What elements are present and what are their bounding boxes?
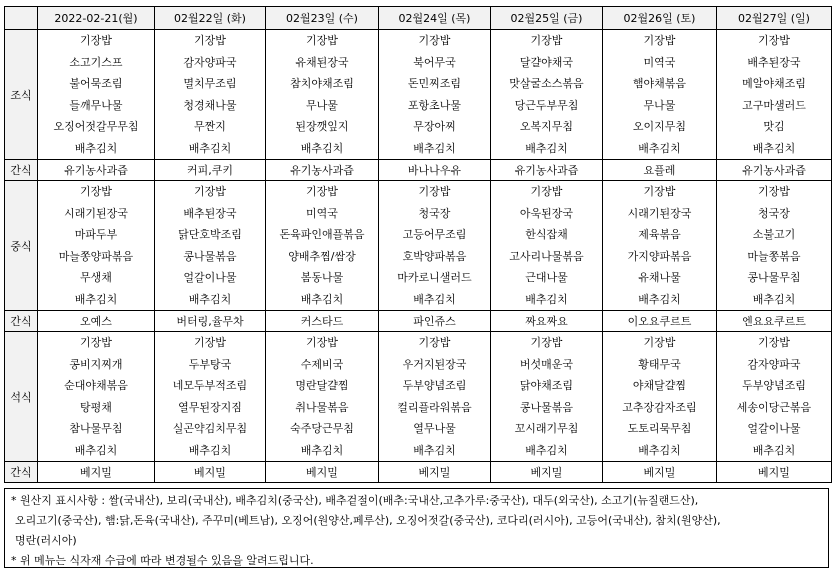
snack-cell: 엔요요쿠르트: [717, 311, 832, 332]
weekly-menu: [4, 6, 831, 568]
menu-item: 미역국: [643, 55, 676, 69]
menu-item: 열무된장지짐: [178, 400, 242, 414]
menu-item: 소불고기: [752, 228, 796, 241]
menu-item: 기장밥: [306, 34, 338, 47]
menu-item: 포항초나물: [407, 98, 462, 112]
menu-item: 배추김치: [188, 292, 232, 306]
menu-item: 무나물: [306, 98, 338, 112]
menu-item: 북어무국: [413, 55, 456, 69]
menu-item: 배추김치: [752, 292, 796, 306]
menu-item: 기장밥: [306, 185, 338, 198]
date-header-row: [5, 7, 832, 30]
menu-item: 실곤약김치무침: [172, 422, 248, 435]
menu-cell: [717, 181, 832, 311]
menu-item: 양배추찜/쌈장: [288, 249, 356, 263]
menu-item: 참치야채조림: [290, 77, 354, 90]
menu-cell: [266, 181, 379, 311]
menu-item: 배추김치: [413, 141, 456, 155]
menu-item: 배추김치: [525, 292, 568, 306]
menu-item: 맛김: [763, 120, 785, 133]
menu-item: 오복지무침: [519, 120, 574, 133]
menu-item: 가지양파볶음: [627, 249, 692, 263]
note-origin-line-1: * 원산지 표시사항 : 쌀(국내산), 보리(국내산), 배추김치(중국산), 배추겉절이(배추:국내산,고추가루:중국산), 대두(외국산), 소고기(뉴질랜드산),: [11, 494, 699, 507]
menu-item: 기장밥: [418, 34, 451, 47]
menu-item: 콩비지찌개: [69, 357, 123, 371]
menu-item: 돈육파인애플볶음: [279, 228, 365, 241]
menu-item: 된장깻잎지: [295, 120, 349, 133]
menu-table: [4, 6, 832, 483]
menu-item: 돈민찌조림: [407, 77, 462, 90]
snack-cell: 유기농사과즙: [266, 160, 379, 181]
snack-cell: 유기농사과즙: [717, 160, 832, 181]
menu-cell: [38, 181, 155, 311]
menu-item: 아욱된장국: [519, 206, 574, 220]
menu-item: 한식잡채: [525, 228, 568, 241]
menu-item: 배추김치: [74, 141, 118, 155]
menu-item: 기장밥: [643, 34, 676, 47]
snack-cell: 이오요쿠르트: [603, 311, 717, 332]
note-origin-line-3: 명란(러시아): [15, 534, 77, 547]
date-header-4: 02월25일 (금): [491, 7, 603, 30]
menu-item: 봄동나물: [300, 271, 344, 284]
menu-item: 얼갈이나물: [747, 422, 801, 435]
menu-item: 시래기된장국: [627, 206, 692, 220]
menu-item: 햄야채볶음: [632, 77, 687, 90]
snack-cell: 베지밀: [379, 462, 491, 483]
menu-item: 두부양념조림: [402, 379, 467, 392]
menu-item: 기장밥: [643, 185, 676, 198]
menu-item: 메알야채조림: [742, 77, 806, 90]
snack-cell: 오예스: [38, 311, 155, 332]
menu-item: 배추김치: [752, 443, 796, 457]
menu-item: 호박양파볶음: [402, 249, 467, 263]
snack-cell: 베지밀: [491, 462, 603, 483]
menu-item: 기장밥: [758, 34, 790, 47]
menu-item: 기장밥: [758, 336, 790, 349]
menu-cell: [491, 332, 603, 462]
snack-cell: 바나나우유: [379, 160, 491, 181]
menu-item: 배추김치: [638, 443, 681, 457]
menu-item: 기장밥: [418, 336, 451, 349]
menu-item: 배추된장국: [747, 55, 801, 69]
menu-item: 제육볶음: [638, 228, 681, 241]
menu-item: 배추김치: [638, 292, 681, 306]
menu-item: 마파두부: [74, 228, 118, 241]
menu-item: 순대야채볶음: [64, 379, 128, 392]
menu-cell: [603, 30, 717, 160]
meal-label: 간식: [5, 462, 38, 483]
menu-item: 무짠지: [194, 120, 226, 133]
menu-cell: [603, 181, 717, 311]
menu-cell: [379, 30, 491, 160]
menu-item: 탕평채: [80, 400, 112, 414]
menu-item: 컬리플라워볶음: [397, 400, 472, 414]
snack-cell: 요플레: [603, 160, 717, 181]
menu-item: 마늘쫑양파볶음: [58, 249, 134, 263]
menu-item: 오징어젓갈무무침: [53, 120, 139, 133]
menu-item: 기장밥: [80, 185, 112, 198]
menu-item: 당근두부무침: [514, 98, 579, 112]
menu-item: 세송이당근볶음: [736, 400, 812, 414]
menu-item: 배추김치: [74, 292, 118, 306]
menu-item: 배추된장국: [183, 206, 237, 220]
meal-label: 간식: [5, 311, 38, 332]
menu-item: 감자양파국: [183, 55, 237, 69]
menu-item: 배추김치: [525, 443, 568, 457]
menu-item: 꼬시래기무침: [514, 422, 579, 435]
menu-item: 기장밥: [80, 336, 112, 349]
menu-item: 유채나물: [638, 271, 681, 284]
header-corner: [5, 7, 38, 30]
menu-cell: [38, 30, 155, 160]
snack-cell: 짜요짜요: [491, 311, 603, 332]
menu-item: 두부탕국: [188, 357, 232, 371]
menu-item: 배추김치: [188, 141, 232, 155]
menu-item: 배추김치: [525, 141, 568, 155]
menu-item: 기장밥: [194, 336, 226, 349]
menu-item: 기장밥: [80, 34, 112, 47]
menu-item: 달걀야채국: [519, 55, 574, 69]
menu-item: 배추김치: [413, 443, 456, 457]
menu-item: 열무나물: [413, 422, 456, 435]
meal-row: [5, 332, 832, 462]
menu-item: 야채달걀찜: [632, 379, 687, 392]
menu-item: 무생채: [80, 271, 112, 284]
snack-cell: 베지밀: [717, 462, 832, 483]
menu-cell: [266, 30, 379, 160]
menu-item: 감자양파국: [747, 357, 801, 371]
menu-item: 청경채나물: [183, 98, 237, 112]
meal-label: 중식: [5, 181, 38, 311]
menu-item: 근대나물: [525, 271, 568, 284]
snack-row: [5, 160, 832, 181]
snack-cell: 버터링,율무차: [155, 311, 266, 332]
menu-item: 배추김치: [752, 141, 796, 155]
menu-cell: [155, 30, 266, 160]
date-header-1: 02월22일 (화): [155, 7, 266, 30]
note-change-notice: * 위 메뉴는 식자재 수급에 따라 변경될수 있음을 알려드립니다.: [11, 554, 314, 567]
menu-item: 참나물무침: [69, 422, 123, 435]
menu-item: 닭야채조림: [519, 379, 574, 392]
menu-item: 불어묵조림: [69, 77, 123, 90]
snack-row: [5, 462, 832, 483]
menu-item: 도토리묵무침: [627, 422, 692, 435]
menu-item: 기장밥: [530, 34, 563, 47]
menu-item: 기장밥: [530, 185, 563, 198]
snack-cell: 커스타드: [266, 311, 379, 332]
snack-cell: 베지밀: [38, 462, 155, 483]
date-header-3: 02월24일 (목): [379, 7, 491, 30]
menu-item: 배추김치: [300, 141, 344, 155]
snack-cell: 유기농사과즙: [38, 160, 155, 181]
snack-row: [5, 311, 832, 332]
menu-item: 기장밥: [418, 185, 451, 198]
menu-cell: [491, 30, 603, 160]
menu-item: 버섯매운국: [519, 357, 574, 371]
snack-cell: 파인쥬스: [379, 311, 491, 332]
menu-item: 기장밥: [306, 336, 338, 349]
meal-row: [5, 30, 832, 160]
date-header-6: 02월27일 (일): [717, 7, 832, 30]
menu-item: 배추김치: [188, 443, 232, 457]
menu-item: 고등어무조림: [402, 228, 467, 241]
snack-cell: 베지밀: [266, 462, 379, 483]
menu-item: 청국장: [758, 206, 790, 220]
snack-cell: 커피,쿠키: [155, 160, 266, 181]
menu-item: 배추김치: [413, 292, 456, 306]
menu-cell: [155, 181, 266, 311]
menu-item: 기장밥: [643, 336, 676, 349]
menu-item: 배추김치: [300, 292, 344, 306]
menu-item: 콩나물볶음: [183, 249, 237, 263]
menu-item: 배추김치: [74, 443, 118, 457]
menu-item: 맛살굴소스볶음: [509, 77, 584, 90]
menu-item: 소고기스프: [69, 55, 123, 69]
snack-cell: 베지밀: [155, 462, 266, 483]
menu-item: 고사리나물볶음: [509, 249, 584, 263]
menu-item: 얼갈이나물: [183, 271, 237, 284]
menu-item: 멸치무조림: [183, 77, 237, 90]
menu-cell: [38, 332, 155, 462]
menu-item: 네모두부적조림: [172, 379, 248, 392]
menu-item: 시래기된장국: [64, 206, 128, 220]
menu-item: 두부양념조림: [742, 379, 806, 392]
menu-item: 수제비국: [300, 357, 344, 371]
menu-cell: [717, 332, 832, 462]
menu-item: 배추김치: [300, 443, 344, 457]
meal-label: 조식: [5, 30, 38, 160]
menu-item: 콩나물볶음: [519, 400, 574, 414]
menu-cell: [717, 30, 832, 160]
notes-box: [4, 488, 829, 568]
menu-item: 고구마샐러드: [742, 98, 806, 112]
menu-item: 명란달걀찜: [295, 379, 349, 392]
menu-cell: [603, 332, 717, 462]
snack-cell: 유기농사과즙: [491, 160, 603, 181]
menu-cell: [379, 181, 491, 311]
menu-cell: [155, 332, 266, 462]
menu-item: 기장밥: [194, 34, 226, 47]
menu-cell: [379, 332, 491, 462]
date-header-2: 02월23일 (수): [266, 7, 379, 30]
menu-item: 무나물: [643, 98, 676, 112]
menu-item: 닭단호박조림: [178, 228, 242, 241]
menu-cell: [266, 332, 379, 462]
note-origin-line-2: 오리고기(중국산), 햄:닭,돈육(국내산), 주꾸미(베트남), 오징어(원양산,페루산), 오징어젓갈(중국산), 코다리(러시아), 고등어(국내산), 참치(원양산),: [15, 514, 721, 527]
menu-item: 마늘쫑볶음: [747, 249, 801, 263]
meal-label: 간식: [5, 160, 38, 181]
meal-label: 석식: [5, 332, 38, 462]
menu-item: 콩나물무침: [747, 271, 801, 284]
menu-item: 배추김치: [638, 141, 681, 155]
menu-item: 미역국: [306, 206, 338, 220]
menu-item: 숙주당근무침: [290, 422, 354, 435]
menu-item: 황태무국: [638, 357, 681, 371]
menu-item: 청국장: [418, 206, 451, 220]
menu-item: 오이지무침: [632, 120, 687, 133]
menu-item: 고추장감자조림: [622, 400, 697, 414]
menu-item: 기장밥: [194, 185, 226, 198]
menu-item: 기장밥: [530, 336, 563, 349]
snack-cell: 베지밀: [603, 462, 717, 483]
menu-item: 마카로니샐러드: [397, 271, 472, 284]
meal-row: [5, 181, 832, 311]
date-header-0: 2022-02-21(월): [38, 7, 155, 30]
menu-cell: [491, 181, 603, 311]
menu-item: 유채된장국: [295, 55, 349, 69]
menu-item: 들깨무나물: [69, 98, 123, 112]
date-header-5: 02월26일 (토): [603, 7, 717, 30]
menu-item: 취나물볶음: [295, 400, 349, 414]
menu-item: 무장아찌: [413, 120, 456, 133]
menu-body: [5, 30, 832, 483]
menu-item: 우거지된장국: [402, 357, 467, 371]
menu-item: 기장밥: [758, 185, 790, 198]
